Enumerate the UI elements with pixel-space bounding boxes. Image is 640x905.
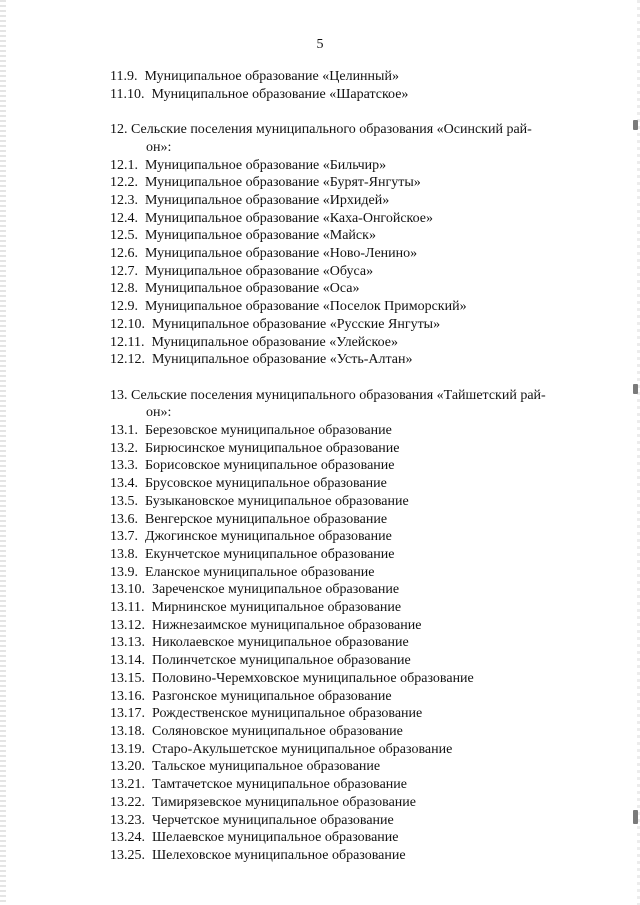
- list-section-12: [110, 157, 600, 369]
- list-section-11: [110, 68, 600, 103]
- item-number: 13.7.: [110, 529, 138, 545]
- list-item: [110, 581, 600, 599]
- item-number: 13.16.: [110, 688, 145, 704]
- list-item: [110, 564, 600, 582]
- item-number: 12.10.: [110, 316, 145, 332]
- item-number: 12.2.: [110, 175, 138, 191]
- item-text: Мирнинское муниципальное образование: [151, 600, 402, 616]
- item-number: 13.2.: [110, 440, 138, 456]
- item-number: 13.8.: [110, 546, 138, 562]
- item-number: 13.24.: [110, 830, 145, 846]
- item-text: Борисовское муниципальное образование: [145, 458, 395, 474]
- item-text: Черчетское муниципальное образование: [152, 812, 394, 828]
- section-12-heading-cont: он»:: [146, 139, 172, 155]
- list-item: [110, 670, 600, 688]
- list-item: [110, 546, 600, 564]
- item-text: Муниципальное образование «Ново-Ленино»: [145, 246, 418, 262]
- list-item: [110, 511, 600, 529]
- item-number: 13.3.: [110, 458, 138, 474]
- item-text: Муниципальное образование «Бильчир»: [145, 157, 387, 173]
- list-item: [110, 705, 600, 723]
- spacer: [110, 369, 600, 387]
- item-number: 13.25.: [110, 847, 145, 863]
- page-number: 5: [316, 37, 324, 52]
- item-number: 13.22.: [110, 794, 145, 810]
- item-text: Зареченское муниципальное образование: [152, 582, 400, 598]
- list-item: [110, 245, 600, 263]
- list-item: [110, 829, 600, 847]
- item-text: Венгерское муниципальное образование: [145, 511, 388, 527]
- item-text: Нижнезаимское муниципальное образование: [152, 617, 422, 633]
- item-number: 13.21.: [110, 777, 145, 793]
- list-item: [110, 741, 600, 759]
- scan-mark: [633, 384, 638, 394]
- item-text: Бузыкановское муниципальное образование: [145, 493, 409, 509]
- item-text: Муниципальное образование «Улейское»: [151, 334, 398, 350]
- item-number: 13.10.: [110, 582, 145, 598]
- item-number: 13.14.: [110, 653, 145, 669]
- document-body: [110, 68, 600, 865]
- item-number: 12.7.: [110, 263, 138, 279]
- list-item: [110, 210, 600, 228]
- item-text: Муниципальное образование «Русские Янгуты»: [152, 316, 441, 332]
- item-text: Муниципальное образование «Обуса»: [145, 263, 374, 279]
- item-number: 13.18.: [110, 723, 145, 739]
- list-section-13: [110, 422, 600, 865]
- list-item: [110, 86, 600, 104]
- scan-mark: [633, 120, 638, 130]
- item-text: Шелаевское муниципальное образование: [152, 830, 399, 846]
- item-text: Тальское муниципальное образование: [152, 759, 381, 775]
- list-item: [110, 652, 600, 670]
- list-item: [110, 280, 600, 298]
- item-number: 13.11.: [110, 600, 145, 616]
- item-number: 12.1.: [110, 157, 138, 173]
- item-number: 12.12.: [110, 352, 145, 368]
- list-item: [110, 68, 600, 86]
- item-number: 12.11.: [110, 334, 145, 350]
- item-number: 11.10.: [110, 86, 145, 102]
- item-number: 13.17.: [110, 706, 145, 722]
- item-number: 11.9.: [110, 69, 138, 84]
- list-item: [110, 440, 600, 458]
- list-item: [110, 334, 600, 352]
- list-item: [110, 812, 600, 830]
- item-text: Полинчетское муниципальное образование: [152, 653, 411, 669]
- item-text: Муниципальное образование «Оса»: [145, 281, 360, 297]
- item-text: Разгонское муниципальное образование: [152, 688, 392, 704]
- item-number: 13.20.: [110, 759, 145, 775]
- list-item: [110, 723, 600, 741]
- item-text: Березовское муниципальное образование: [145, 423, 392, 439]
- item-number: 13.19.: [110, 741, 145, 757]
- item-text: Тимирязевское муниципальное образование: [152, 794, 416, 810]
- list-item: [110, 847, 600, 865]
- item-number: 13.6.: [110, 511, 138, 527]
- list-item: [110, 794, 600, 812]
- item-number: 13.23.: [110, 812, 145, 828]
- item-number: 12.5.: [110, 228, 138, 244]
- item-text: Бирюсинское муниципальное образование: [145, 440, 400, 456]
- list-item: [110, 298, 600, 316]
- item-text: Соляновское муниципальное образование: [152, 723, 403, 739]
- list-item: [110, 776, 600, 794]
- item-number: 12.6.: [110, 246, 138, 262]
- scan-mark: [633, 810, 638, 824]
- item-text: Муниципальное образование «Усть-Алтан»: [152, 352, 413, 368]
- item-text: Брусовское муниципальное образование: [145, 476, 387, 492]
- item-text: Шелеховское муниципальное образование: [152, 847, 406, 863]
- section-12-heading: 12. Сельские поселения муниципального образования «Осинский рай-: [110, 122, 532, 138]
- item-number: 12.9.: [110, 299, 138, 315]
- item-text: Половино-Черемховское муниципальное образование: [152, 670, 474, 686]
- list-item: [110, 758, 600, 776]
- list-item: [110, 528, 600, 546]
- list-item: [110, 351, 600, 369]
- item-text: Муниципальное образование «Шаратское»: [151, 86, 409, 102]
- item-text: Екунчетское муниципальное образование: [145, 546, 395, 562]
- item-number: 13.1.: [110, 423, 138, 439]
- list-item: [110, 617, 600, 635]
- item-text: Муниципальное образование «Поселок Приморский»: [145, 299, 467, 315]
- item-text: Старо-Акульшетское муниципальное образование: [152, 741, 453, 757]
- spacer: [110, 103, 600, 121]
- item-number: 13.5.: [110, 493, 138, 509]
- item-number: 13.9.: [110, 564, 138, 580]
- list-item: [110, 227, 600, 245]
- item-text: Николаевское муниципальное образование: [152, 635, 409, 651]
- item-text: Джогинское муниципальное образование: [145, 529, 392, 545]
- item-text: Тамтачетское муниципальное образование: [152, 777, 407, 793]
- item-text: Муниципальное образование «Каха-Онгойское»: [145, 210, 434, 226]
- item-text: Рождественское муниципальное образование: [152, 706, 423, 722]
- list-item: [110, 493, 600, 511]
- item-text: Муниципальное образование «Бурят-Янгуты»: [145, 175, 421, 191]
- item-number: 13.12.: [110, 617, 145, 633]
- item-text: Еланское муниципальное образование: [145, 564, 375, 580]
- item-number: 13.15.: [110, 670, 145, 686]
- item-number: 13.4.: [110, 476, 138, 492]
- list-item: [110, 634, 600, 652]
- section-13-heading-cont: он»:: [146, 405, 172, 421]
- list-item: [110, 688, 600, 706]
- list-item: [110, 174, 600, 192]
- scan-edge-left: [0, 0, 6, 905]
- list-item: [110, 263, 600, 281]
- list-item: [110, 192, 600, 210]
- item-number: 12.4.: [110, 210, 138, 226]
- list-item: [110, 157, 600, 175]
- list-item: [110, 457, 600, 475]
- section-13-heading: 13. Сельские поселения муниципального образования «Тайшетский рай-: [110, 387, 546, 403]
- item-number: 12.3.: [110, 192, 138, 208]
- list-item: [110, 422, 600, 440]
- list-item: [110, 475, 600, 493]
- item-text: Муниципальное образование «Целинный»: [144, 69, 399, 84]
- list-item: [110, 316, 600, 334]
- item-number: 12.8.: [110, 281, 138, 297]
- item-text: Муниципальное образование «Майск»: [145, 228, 376, 244]
- item-text: Муниципальное образование «Ирхидей»: [145, 192, 390, 208]
- list-item: [110, 599, 600, 617]
- item-number: 13.13.: [110, 635, 145, 651]
